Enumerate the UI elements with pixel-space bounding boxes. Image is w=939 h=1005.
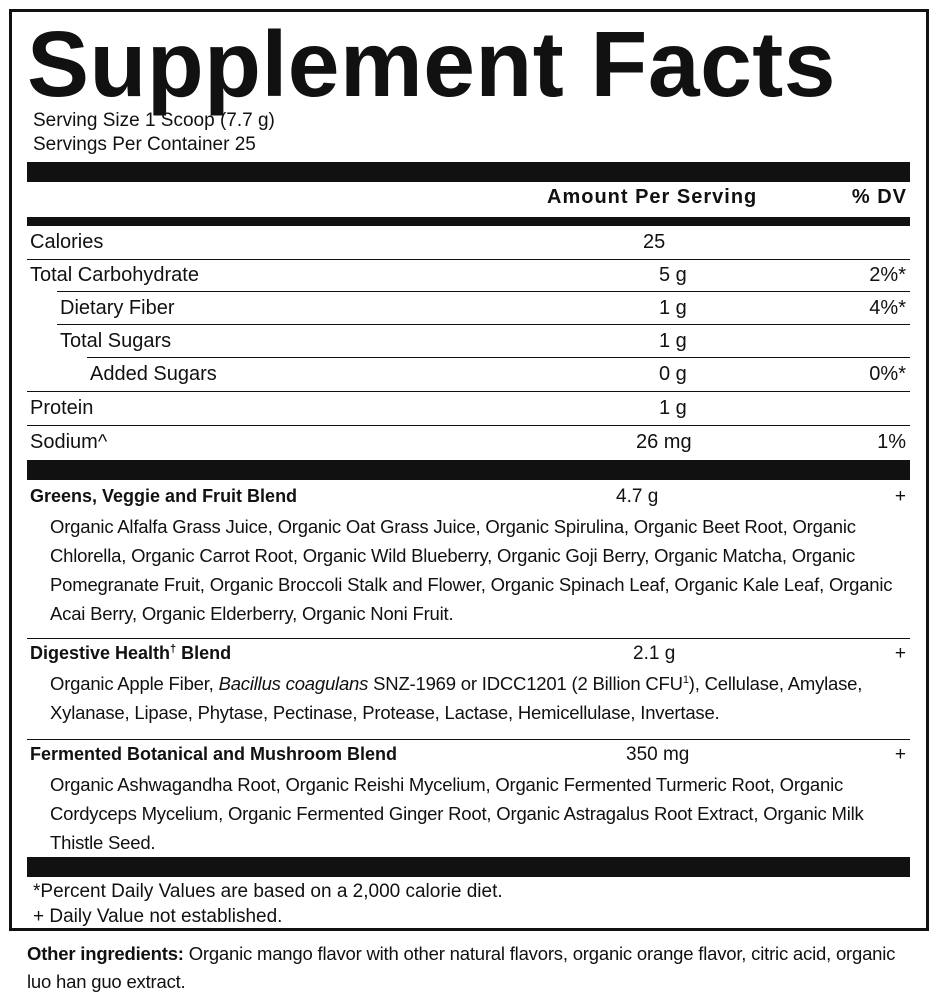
nutrient-row-added-sugars — [27, 358, 910, 392]
nutrient-label: Protein — [30, 397, 94, 419]
other-ingredients — [27, 940, 897, 996]
nutrient-dv: 0%* — [869, 363, 906, 385]
blend-ingredients: Organic Ashwagandha Root, Organic Reishi Mycelium, Organic Fermented Turmeric Root, Organic Cordyceps Mycelium, Organic Fermented Ginger Root, Organic Astragalus Root Extract, Organic Milk Thistle Seed. — [50, 774, 864, 853]
blend-name-tail: Blend — [176, 643, 232, 663]
blend-name — [30, 643, 231, 664]
nutrient-amount: 25 — [643, 231, 666, 253]
panel-title: Supplement Facts — [27, 12, 836, 116]
blend-ingredients — [50, 669, 904, 727]
ingredients-mid: SNZ-1969 or IDCC1201 (2 Billion CFU — [368, 673, 683, 694]
nutrient-amount: 26 mg — [636, 431, 692, 453]
blend-name: Fermented Botanical and Mushroom Blend — [30, 744, 398, 764]
nutrient-row-sodium — [27, 426, 910, 459]
nutrient-amount: 1 g — [659, 330, 687, 352]
nutrient-amount: 1 g — [659, 297, 687, 319]
nutrient-row-total-carbohydrate — [27, 259, 910, 292]
other-ingredients-label: Other ingredients: — [27, 943, 184, 964]
divider-bar-header — [27, 217, 910, 226]
ingredients-italic: Bacillus coagulans — [218, 673, 369, 694]
other-ingredients-text: Organic mango flavor with other natural flavors, organic orange flavor, citric acid, organic luo han guo extract. — [27, 943, 896, 992]
divider-bar-bottom — [27, 857, 910, 877]
blend-name: Greens, Veggie and Fruit Blend — [30, 486, 298, 506]
nutrient-label: Total Sugars — [60, 330, 172, 352]
blend-amount: 4.7 g — [616, 486, 659, 507]
nutrient-label: Sodium^ — [30, 431, 108, 453]
dagger-mark: † — [170, 643, 177, 655]
blend-amount: 350 mg — [626, 744, 690, 765]
ingredients-pre: Organic Apple Fiber, — [50, 673, 219, 694]
blend-dv: + — [894, 744, 906, 765]
nutrient-row-calories — [27, 226, 910, 260]
nutrient-amount: 1 g — [659, 397, 687, 419]
blend-dv: + — [894, 486, 906, 507]
blend-ingredients: Organic Alfalfa Grass Juice, Organic Oat Grass Juice, Organic Spirulina, Organic Beet Root, Organic Chlorella, Organic Carrot Root, Organic Wild Blueberry, Organic Goji Berry, Organic Matcha, Organic Pomegranate Fruit, Organic Broccoli Stalk and Flower, Organic Spinach Leaf, Organic Kale Leaf, Organic Acai Berry, Organic Elderberry, Organic Noni Fruit. — [50, 516, 893, 624]
divider-bar-blends — [27, 460, 910, 480]
blend-dv: + — [894, 643, 906, 664]
servings-per-container: Servings Per Container 25 — [33, 134, 256, 155]
amount-per-serving-header: Amount Per Serving — [547, 186, 758, 208]
daily-value-header: % DV — [851, 186, 907, 208]
nutrient-label: Total Carbohydrate — [30, 264, 199, 286]
serving-size: Serving Size 1 Scoop (7.7 g) — [33, 110, 275, 131]
ingredients-sup: 1 — [682, 673, 689, 686]
nutrient-row-protein — [27, 392, 910, 426]
ingredients-post: ), Cellulase, Amylase, Xylanase, Lipase, Phytase, Pectinase, Protease, Lactase, Hemicellulase, Invertase. — [50, 673, 863, 723]
nutrient-label: Calories — [30, 231, 104, 253]
blend-name-main: Digestive Health — [30, 643, 171, 663]
footnote-dv-not-established: + Daily Value not established. — [33, 906, 283, 927]
blend-fermented-botanical-mushroom — [27, 740, 910, 855]
footnote-daily-values: *Percent Daily Values are based on a 2,000 calorie diet. — [33, 881, 503, 902]
nutrient-amount: 0 g — [659, 363, 687, 385]
blend-digestive-health — [27, 639, 910, 740]
nutrient-dv: 1% — [877, 431, 906, 453]
nutrient-label: Added Sugars — [90, 363, 217, 385]
nutrient-row-dietary-fiber — [27, 292, 910, 325]
nutrient-dv: 2%* — [869, 264, 906, 286]
blend-amount: 2.1 g — [633, 643, 676, 664]
nutrient-row-total-sugars — [27, 325, 910, 358]
blend-greens-veggie-fruit — [27, 482, 910, 639]
nutrient-amount: 5 g — [659, 264, 687, 286]
nutrient-label: Dietary Fiber — [60, 297, 175, 319]
nutrient-dv: 4%* — [869, 297, 906, 319]
supplement-facts-panel — [9, 9, 929, 931]
divider-bar-top — [27, 162, 910, 182]
